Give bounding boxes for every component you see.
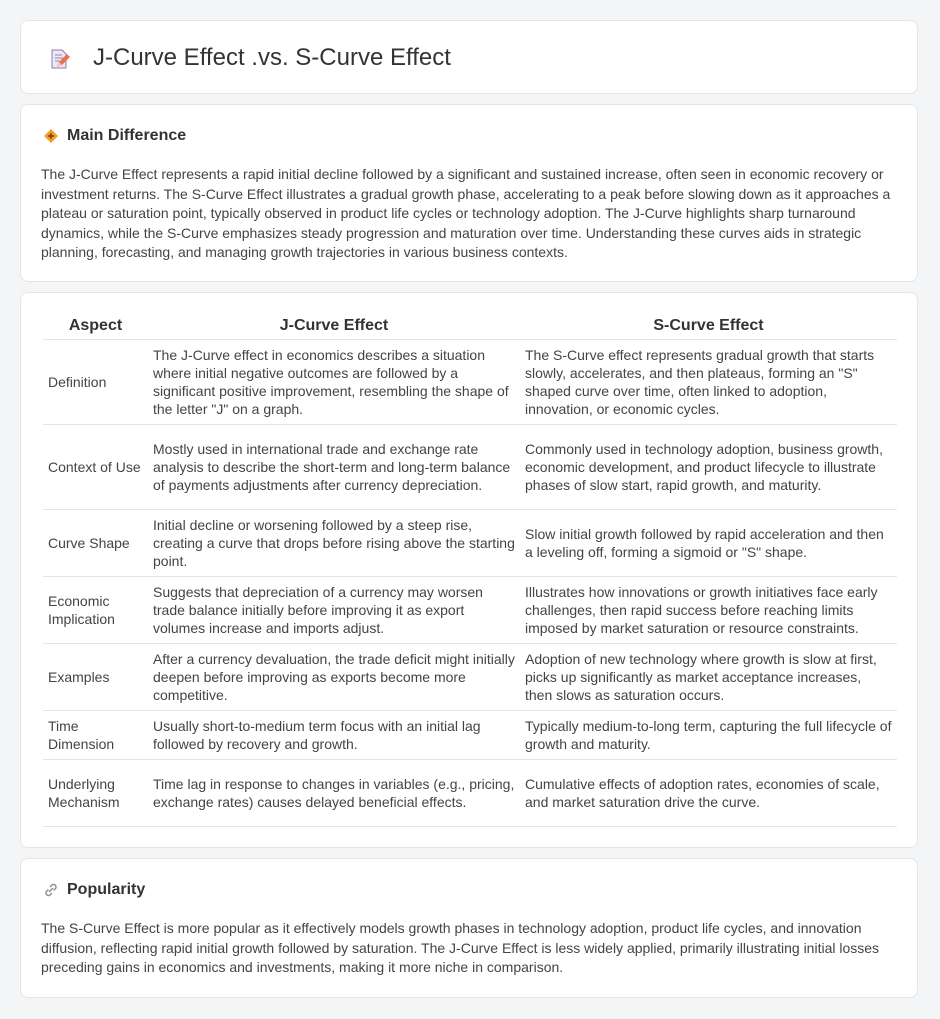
table-row [43,577,897,644]
row-j-curve: The J-Curve effect in economics describes a situation where initial negative outcomes are followed by a significant positive improvement, resembling the shape of the letter "J" on a graph. [148,340,520,425]
row-aspect: Underlying Mechanism [43,760,148,827]
row-aspect: Context of Use [43,425,148,510]
popularity-section [20,858,918,998]
document-pencil-icon [47,47,71,71]
row-s-curve: Adoption of new technology where growth is slow at first, picks up significantly as market acceptance increases, then slows as saturation occurs. [520,644,897,711]
row-j-curve: Usually short-to-medium term focus with an initial lag followed by recovery and growth. [148,711,520,760]
row-s-curve: Cumulative effects of adoption rates, economies of scale, and market saturation drive the curve. [520,760,897,827]
row-s-curve: The S-Curve effect represents gradual growth that starts slowly, accelerates, and then plateaus, forming an "S" shaped curve over time, often linked to adoption, innovation, or economic cycles. [520,340,897,425]
header-s-curve: S-Curve Effect [520,313,897,340]
title-card [20,20,918,94]
popularity-title: Popularity [67,881,146,898]
header-aspect: Aspect [43,313,148,340]
popularity-heading [43,881,145,899]
table-row [43,711,897,760]
diamond-arrows-icon [43,128,59,144]
table-header-row [43,313,897,340]
table-row [43,644,897,711]
row-j-curve: Time lag in response to changes in variables (e.g., pricing, exchange rates) causes delayed beneficial effects. [148,760,520,827]
table-row [43,760,897,827]
table-row [43,340,897,425]
table-row [43,425,897,510]
main-difference-title: Main Difference [67,127,187,144]
row-j-curve: After a currency devaluation, the trade deficit might initially deepen before improving as exports become more competitive. [148,644,520,711]
row-aspect: Time Dimension [43,711,148,760]
row-j-curve: Suggests that depreciation of a currency may worsen trade balance initially before improving it as export volumes increase and imports adjust. [148,577,520,644]
row-aspect: Examples [43,644,148,711]
popularity-text: The S-Curve Effect is more popular as it effectively models growth phases in technology adoption, product life cycles, and innovation diffusion, reflecting rapid initial growth followed by saturation. The J-Curve Effect is less widely applied, primarily illustrating initial losses preceding gains in economics and investments, making it more niche in comparison. [41,920,880,976]
main-difference-heading [43,127,186,145]
table-row [43,510,897,577]
row-s-curve: Illustrates how innovations or growth initiatives face early challenges, then rapid success before reaching limits imposed by market saturation or resource constraints. [520,577,897,644]
header-j-curve: J-Curve Effect [148,313,520,340]
row-s-curve: Slow initial growth followed by rapid acceleration and then a leveling off, forming a sigmoid or "S" shape. [520,510,897,577]
comparison-table [43,313,897,827]
row-s-curve: Commonly used in technology adoption, business growth, economic development, and product lifecycle to illustrate phases of slow start, rapid growth, and maturity. [520,425,897,510]
page-title: J-Curve Effect .vs. S-Curve Effect [93,44,451,71]
row-aspect: Curve Shape [43,510,148,577]
row-aspect: Economic Implication [43,577,148,644]
row-s-curve: Typically medium-to-long term, capturing the full lifecycle of growth and maturity. [520,711,897,760]
row-j-curve: Mostly used in international trade and exchange rate analysis to describe the short-term and long-term balance of payments adjustments after currency depreciation. [148,425,520,510]
row-aspect: Definition [43,340,148,425]
comparison-section [20,292,918,848]
link-icon [43,882,59,898]
row-j-curve: Initial decline or worsening followed by a steep rise, creating a curve that drops before rising above the starting point. [148,510,520,577]
main-difference-section [20,104,918,282]
main-difference-text: The J-Curve Effect represents a rapid initial decline followed by a significant and sustained increase, often seen in economic recovery or investment returns. The S-Curve Effect illustrates a gradual growth phase, accelerating to a peak before slowing down as it approaches a plateau or saturation point, typically observed in product life cycles or technology adoption. The J-Curve highlights sharp turnaround dynamics, while the S-Curve emphasizes steady progression and maturation over time. Understanding these curves aids in strategic planning, forecasting, and managing growth trajectories in various business contexts. [41,166,891,261]
